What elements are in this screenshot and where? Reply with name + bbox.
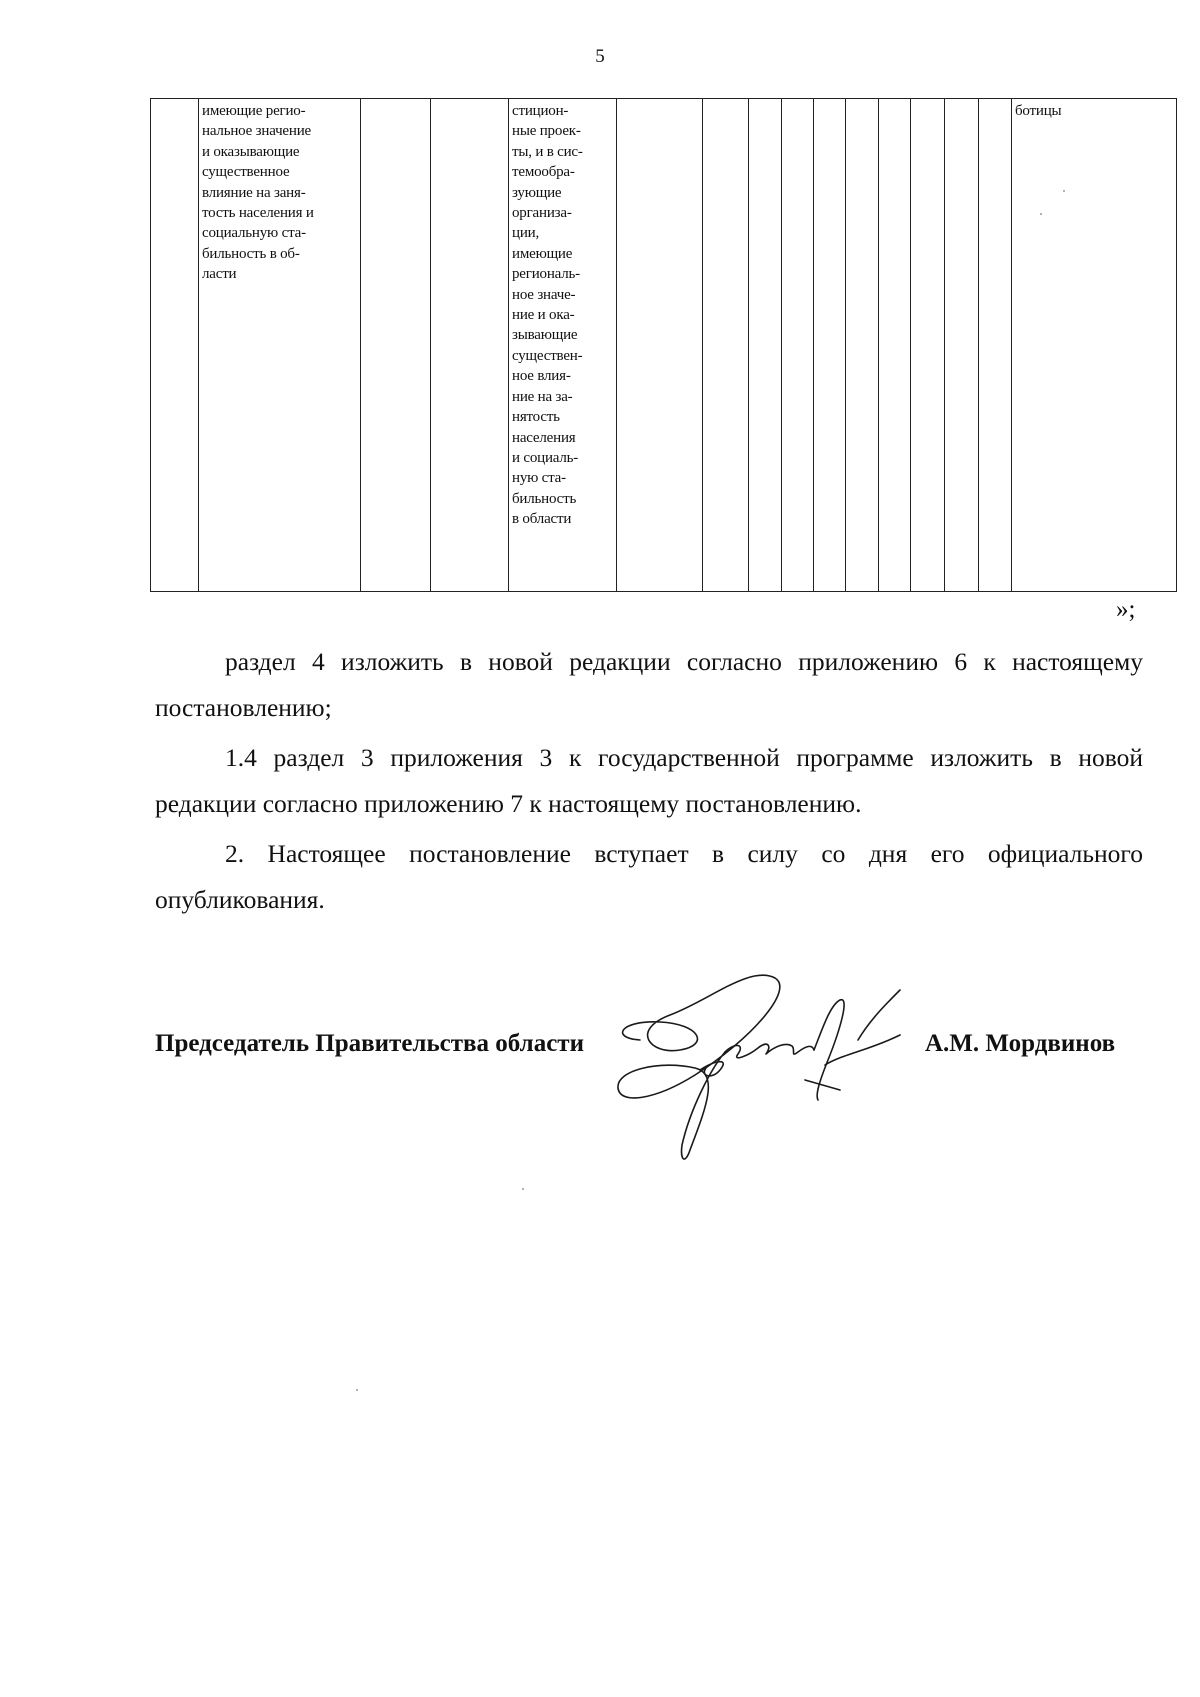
closing-quote: »; bbox=[1116, 596, 1136, 623]
table-cell bbox=[814, 99, 846, 592]
scan-speck bbox=[1063, 190, 1065, 192]
table-cell bbox=[431, 99, 509, 592]
table-cell bbox=[911, 99, 945, 592]
table-cell bbox=[979, 99, 1012, 592]
signer-name: А.М. Мордвинов bbox=[925, 1030, 1116, 1057]
scan-speck bbox=[356, 1389, 358, 1391]
table-cell: стицион- ные проек- ты, и в сис- темообра- зующие организа- ции, имеющие региональ- ное значе- ние и ока- зывающие существен- ное влия- ние на за- нятость населения и социаль- ную ста- бильность в области bbox=[509, 99, 617, 592]
scan-speck bbox=[522, 1188, 524, 1190]
table-cell bbox=[879, 99, 911, 592]
scan-speck bbox=[1040, 213, 1042, 215]
table-cell bbox=[945, 99, 979, 592]
continued-table bbox=[150, 98, 1177, 592]
handwritten-signature bbox=[600, 960, 960, 1170]
table-cell bbox=[703, 99, 749, 592]
table-cell bbox=[782, 99, 814, 592]
signatory-position: Председатель Правительства области bbox=[155, 1030, 584, 1057]
paragraph-item-2: 2. Настоящее постановление вступает в силу со дня его официального опубликования. bbox=[155, 839, 1143, 914]
table-cell: имеющие регио- нальное значение и оказывающие существенное влияние на заня- тость населения и социальную ста- бильность в об- ласти bbox=[199, 99, 361, 592]
table-cell: ботицы bbox=[1012, 99, 1177, 592]
paragraph-section-4: раздел 4 изложить в новой редакции согласно приложению 6 к настоящему постановлению; bbox=[155, 647, 1143, 722]
table-cell bbox=[361, 99, 431, 592]
table-cell bbox=[151, 99, 199, 592]
page-number: 5 bbox=[595, 46, 605, 67]
table-cell bbox=[749, 99, 782, 592]
table-row bbox=[151, 99, 1177, 592]
paragraph-item-1-4: 1.4 раздел 3 приложения 3 к государственной программе изложить в новой редакции согласно приложению 7 к настоящему постановлению. bbox=[155, 743, 1143, 818]
table-cell bbox=[846, 99, 879, 592]
table-cell bbox=[617, 99, 703, 592]
